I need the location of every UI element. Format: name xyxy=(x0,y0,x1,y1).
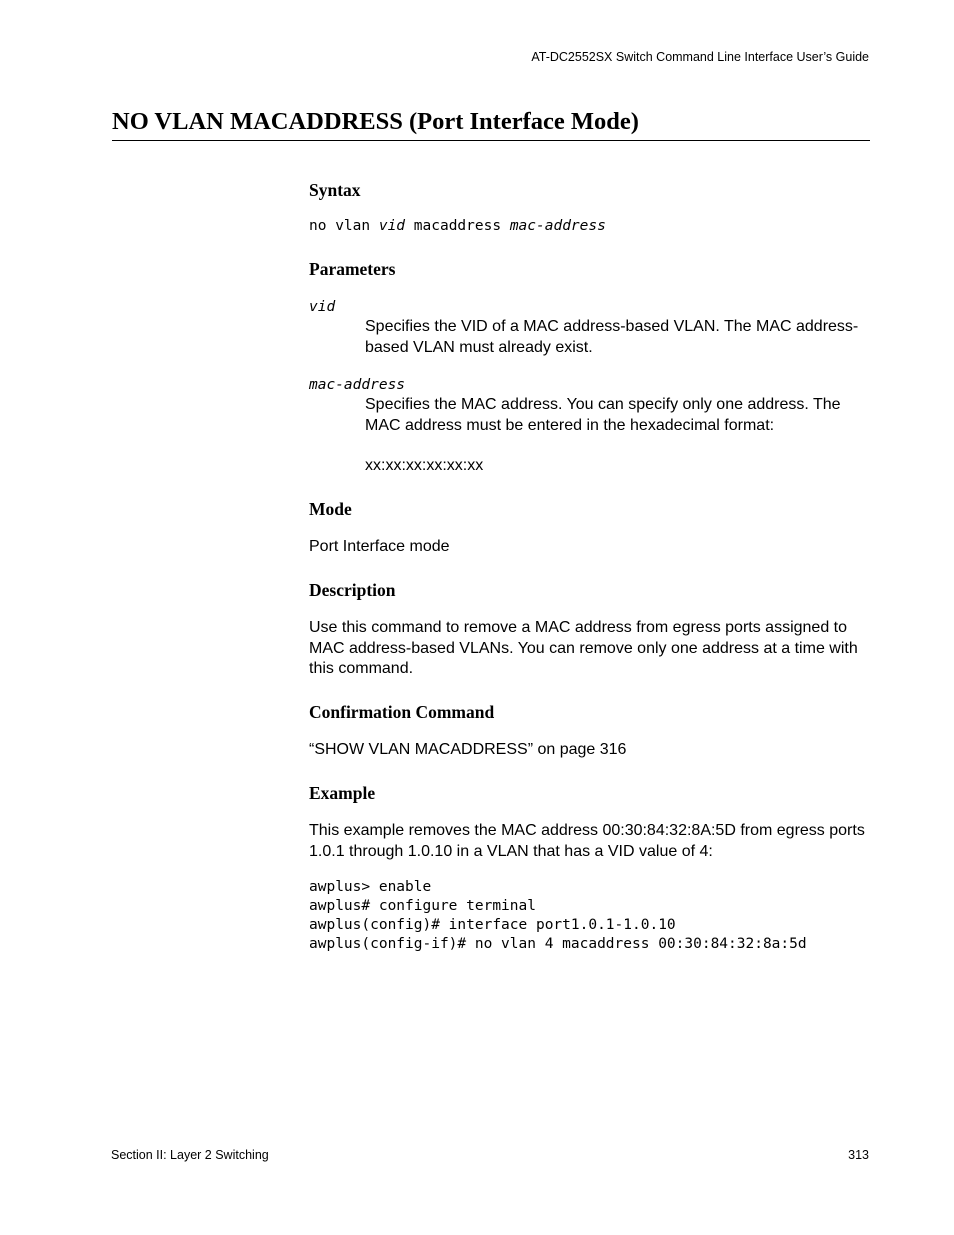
example-heading: Example xyxy=(309,783,376,803)
code-line: awplus(config)# interface port1.0.1-1.0.10 xyxy=(309,917,676,933)
param-mac-description: Specifies the MAC address. You can specify only one address. The MAC address must be entered in the hexadecimal format: xyxy=(365,396,841,434)
param-mac-name: mac-address xyxy=(309,377,406,393)
parameters-heading: Parameters xyxy=(309,259,396,279)
syntax-command xyxy=(309,217,874,236)
confirmation-heading: Confirmation Command xyxy=(309,702,495,722)
footer-section: Section II: Layer 2 Switching xyxy=(111,1148,269,1162)
footer-page-number: 313 xyxy=(848,1148,869,1162)
mode-text: Port Interface mode xyxy=(309,538,450,555)
syntax-heading: Syntax xyxy=(309,180,361,200)
code-line: awplus> enable xyxy=(309,879,432,895)
running-header: AT-DC2552SX Switch Command Line Interface User’s Guide xyxy=(531,50,869,64)
code-line: awplus(config-if)# no vlan 4 macaddress 00:30:84:32:8a:5d xyxy=(309,936,807,952)
param-mac-format: xx:xx:xx:xx:xx:xx xyxy=(365,457,484,474)
syntax-cmd-middle: macaddress xyxy=(405,218,510,234)
description-text: Use this command to remove a MAC address from egress ports assigned to MAC address-based VLANs. You can remove only one address at a time with this command. xyxy=(309,619,858,677)
description-heading: Description xyxy=(309,580,396,600)
code-line: awplus# configure terminal xyxy=(309,898,536,914)
param-vid-description: Specifies the VID of a MAC address-based VLAN. The MAC address-based VLAN must already exist. xyxy=(365,318,859,356)
example-text: This example removes the MAC address 00:30:84:32:8A:5D from egress ports 1.0.1 through 1.0.10 in a VLAN that has a VID value of 4: xyxy=(309,822,865,860)
syntax-cmd-prefix: no vlan xyxy=(309,218,379,234)
syntax-mac-param: mac-address xyxy=(509,218,606,234)
page-title: NO VLAN MACADDRESS (Port Interface Mode) xyxy=(112,107,870,141)
syntax-vid-param: vid xyxy=(378,218,406,234)
confirmation-link[interactable]: “SHOW VLAN MACADDRESS” on page 316 xyxy=(309,741,627,758)
example-code-block xyxy=(309,878,874,954)
param-vid-name: vid xyxy=(309,299,336,315)
mode-heading: Mode xyxy=(309,499,352,519)
